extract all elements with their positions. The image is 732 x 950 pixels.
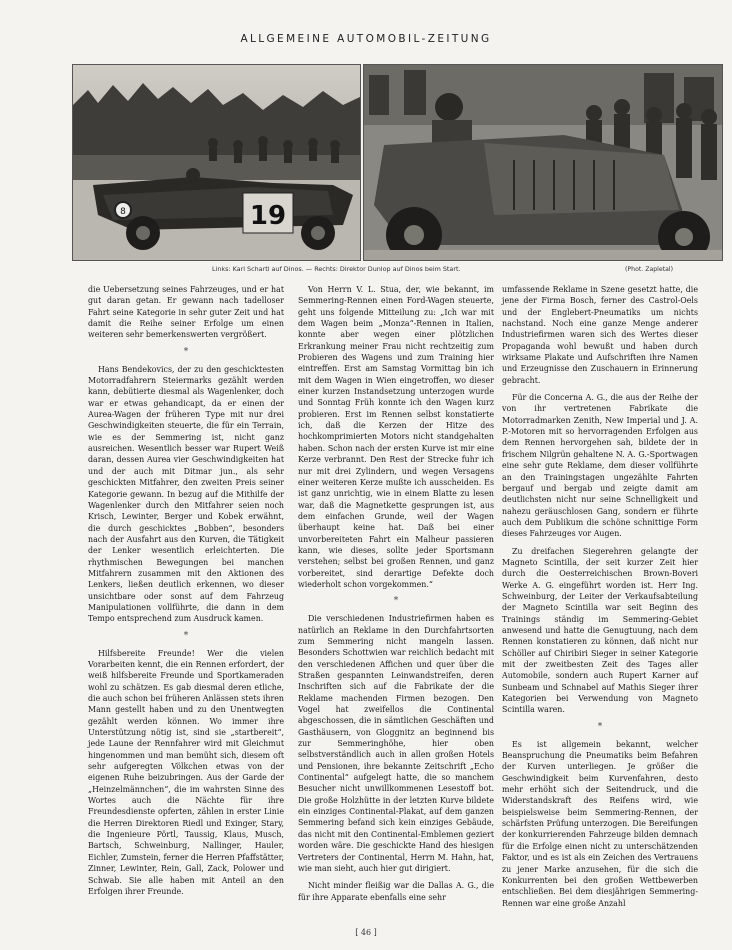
article-paragraph: Zu dreifachen Siegerehren gelangte der Magneto Scintilla, der seit kurzer Zeit hier durch die Oesterreichischen Brown-Boveri Werke A. G. eingeführt worden ist. Herr Ing. Schweinburg, der Leiter der Verkaufsabteilung der Magneto Scintilla war seit Beginn des Trainings ständig im Semmering-Gebiet anwesend und hatte die Genugtuung, nach dem Rennen konstatieren zu können, daß nicht nur Schöller auf Chiribiri Sieger in seiner Kategorie mit der zweitbesten Zeit des Tages aller Automobile, sondern auch Rupert Karner auf Sunbeam und Schnabel auf Mathis Sieger ihrer Kategorien bei Verwendung von Magneto Scintilla waren. [502, 546, 698, 715]
article-paragraph: Nicht minder fleißig war die Dallas A. G., die für ihre Apparate ebenfalls eine sehr [298, 881, 494, 902]
article-paragraph: Hilfsbereite Freunde! Wer die vielen Vorarbeiten kennt, die ein Rennen erfordert, der weiß hilfsbereite Freunde und Sportkameraden wohl zu schätzen. Es gab diesmal deren etliche, die auch schon bei früheren Anlässen stets ihren Mann gestellt haben und zu den Unentwegten gezählt werden können. Wo immer ihre Unterstützung nötig ist, sind sie „startbereit“, jede Laune der Rennfahrer wird mit Gleichmut hingenommen und man bemüht sich, diesem oft sehr aufgeregten Völkchen etwas von der eigenen Ruhe beizubringen. Aus der Garde der „Heinzelmännchen“, die im wahrsten Sinne des Wortes auch die Nächte für ihre Freundesdienste opferten, zählen in erster Linie die Herren Direktoren Riedl und Exinger, Stary, die Ingenieure Pörtl, Taussig, Klaus, Musch, Bartsch, Schweinburg, Nallinger, Hauler, Eichler, Zumstein, ferner die Herren Pfaffstätter, Zinner, Lewinter, Rein, Gall, Zack, Polower und Schwab. Sie alle haben mit Anteil an den Erfolgen ihrer Freunde. [88, 648, 284, 896]
column-2 [298, 284, 494, 909]
article-paragraph: Für die Concerna A. G., die aus der Reihe der von ihr vertretenen Fabrikate die Motorradmarken Zenith, New Imperial und J. A. P.-Motoren mit so hervorragenden Erfolgen aus dem Rennen hervorgehen sah, bildete der in frischem Nilgrün gehaltene N. A. G.-Sportwagen eine sehr gute Reklame, dem dieser vollführte an den Trainingstagen ungezählte Fahrten bergauf und bergab und zeigte damit am deutlichsten nicht nur seine Schnelligkeit und nahezu geräuschlosen Gang, sondern er führte auch dem Publikum die schöne schnittige Form dieses Fahrzeuges vor Augen. [502, 393, 698, 539]
section-separator: * [183, 630, 189, 641]
article-paragraph: Von Herrn V. L. Stua, der, wie bekannt, im Semmering-Rennen einen Ford-Wagen steuerte, geht uns folgende Mitteilung zu: „Ich war mit dem Wagen beim „Monza“-Rennen in Italien, konnte aber wegen einer plötzlichen Erkrankung meiner Frau nicht rechtzeitig zum Probieren des Wagens und zum Training hier eintreffen. Erst am Samstag Vormittag bin ich mit dem Wagen in Wien eingetroffen, wo dieser einer kurzen Instandsetzung unterzogen wurde und Sonntag Früh konnte ich den Wagen kurz probieren. Erst im Rennen selbst konstatierte ich, daß die Kerzen der Hitze des hochkomprimierten Motors nicht standgehalten haben. Schon nach der ersten Kurve ist mir eine Kerze verbrannt. Den Rest der Strecke fuhr ich nur mit drei Zylindern, und wegen Versagens einer weiteren Kerze mußte ich ausscheiden. Es ist ganz unrichtig, wie in einem Blatte zu lesen war, daß die Magnetkette gesprungen ist, aus dem einfachen Grunde, weil der Wagen überhaupt keine hat. Daß bei einer unvorbereiteten Fahrt ein Malheur passieren kann, wie dieses, sollte jeder Sportsmann verstehen; selbst bei großen Rennen, und ganz vorbereitet, sind derartige Defekte doch wiederholt schon vorgekommen.“ [298, 285, 494, 589]
article-paragraph: Die verschiedenen Industriefirmen haben es natürlich an Reklame in den Durchfahrtsorten zum Semmering nicht mangeln lassen. Besonders Schottwien war reichlich bedacht mit den verschiedenen Affichen und quer über die Straßen gespannten Leinwandstreifen, deren Inschriften sich auf die Fabrikate der die Reklame machenden Firmen bezogen. Den Vogel hat zweifellos die Continental abgeschossen, die in sämtlichen Geschäften und Gasthäusern, von Gloggnitz an beginnend bis zur Semmeringhöhe, hier oben selbstverständlich auch in allen großen Hotels und Pensionen, ihre bekannte Zeitschrift „Echo Continental“ aufgelegt hatte, die so manchem Besucher nicht unwillkommenen Lesestoff bot. Die große Holzhütte in der letzten Kurve bildete ein einziges Continental-Plakat, auf dem ganzen Semmering befand sich kein einziges Gebäude, das nicht mit den Continental-Emblemen geziert worden wäre. Die geschickte Hand des hiesigen Vertreters der Continental, Herrn M. Hahn, hat, wie man sieht, auch hier gut dirigiert. [298, 614, 494, 873]
photo-caption: Links: Karl Schartl auf Dinos. — Rechts: Direktor Dunlop auf Dinos beim Start. [212, 265, 461, 273]
page-number: [ 46 ] [355, 928, 377, 937]
svg-text:8: 8 [120, 207, 126, 217]
svg-text:19: 19 [249, 201, 287, 231]
photo-race-car-dunlop [363, 64, 723, 261]
section-separator: * [597, 721, 603, 732]
article-paragraph: die Uebersetzung seines Fahrzeuges, und er hat gut daran getan. Er gewann nach tadelloser Fahrt seine Kategorie in sehr guter Zeit und hat damit die Reihe seiner Erfolge um einen weiteren sehr bemerkenswerten vergrößert. [88, 285, 284, 340]
article-paragraph: Es ist allgemein bekannt, welcher Beanspruchung die Pneumatiks beim Befahren der Kurven unterliegen. Je größer die Geschwindigkeit beim Kurvenfahren, desto mehr erhöht sich der Seitendruck, und die Widerstandskraft des Reifens wird, wie beispielsweise beim Semmering-Rennen, der schärfsten Prüfung unterzogen. Die Bereifungen der konkurrierenden Fahrzeuge bilden demnach für die Erfolge einen nicht zu unterschätzenden Faktor, und es ist als ein Zeichen des Vertrauens zu jener Marke anzusehen, für die sich die Konkurrenten bei den großen Wettbewerben entschließen. Bei dem diesjährigen Semmering-Rennen war eine große Anzahl [502, 739, 698, 908]
section-separator: * [183, 346, 189, 357]
article-columns [88, 284, 730, 924]
masthead: ALLGEMEINE AUTOMOBIL-ZEITUNG [240, 33, 492, 45]
article-paragraph: umfassende Reklame in Szene gesetzt hatte, die jene der Firma Bosch, ferner des Castrol-Oels und der Englebert-Pneumatiks um nichts nachstand. Noch eine ganze Menge anderer Industriefirmen waren sich des Wertes dieser Propaganda wohl bewußt und haben durch wirksame Plakate und Aufschriften ihre Namen und Erzeugnisse den Zuschauern in Erinnerung gebracht. [502, 285, 698, 385]
photo-credit: (Phot. Zapletal) [625, 266, 674, 273]
article-paragraph: Hans Bendekovics, der zu den geschicktesten Motorradfahrern Steiermarks gezählt werden kann, debütierte diesmal als Wagenlenker, doch war er etwas gehandicapt, da er einen der Aurea-Wagen der früheren Type mit nur drei Geschwindigkeiten steuerte, die für ein Terrain, wie es der Semmering ist, nicht ganz ausreichen. Wesentlich besser war Rupert Weiß daran, dessen Aurea vier Geschwindigkeiten hat und der auch mit Ditmar jun., als sehr geschickten Mitfahrer, den zweiten Preis seiner Kategorie gewann. In bezug auf die Mithilfe der Wagenlenker durch den Mitfahrer seien noch Krisch, Lewinter, Berger und Kobek erwähnt, die durch geschicktes „Bobben“, besonders nach der Ausfahrt aus den Kurven, die Tätigkeit der Lenker wesentlich erleichterten. Die rhythmischen Bewegungen bei manchen Mitfahrern zusammen mit den Aktionen des Lenkers, ließen deutlich erkennen, wo dieser unsichtbare oder sonst auf dem Fahrzeug Manipulationen vollführte, die dann in dem Tempo entsprechend zum Ausdruck kamen. [88, 364, 284, 624]
column-1 [88, 284, 284, 903]
column-3 [502, 284, 698, 915]
section-separator: * [393, 596, 399, 607]
photo-strip [72, 64, 722, 259]
photo-race-car-schartl [72, 64, 361, 261]
